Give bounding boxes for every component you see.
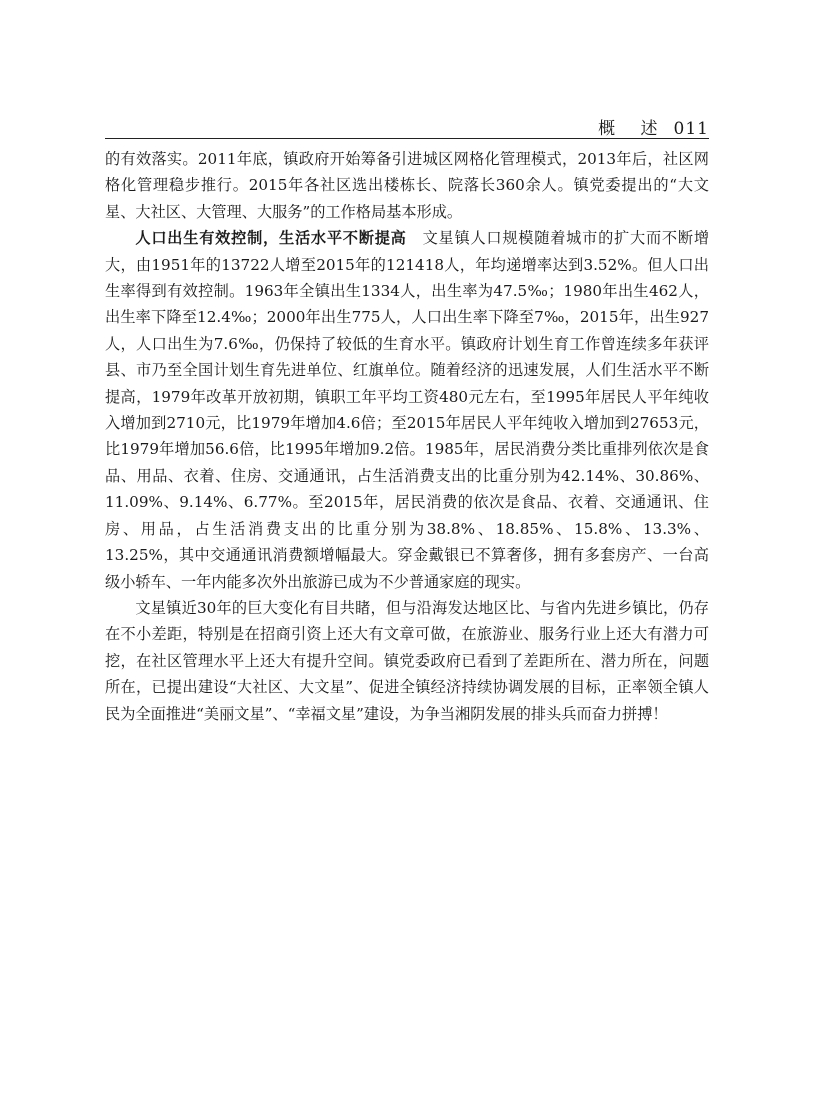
paragraph-2-text: 文星镇人口规模随着城市的扩大而不断增大，由1951年的13722人增至2015年的121418人，年均递增率达到3.52%。但人口出生率得到有效控制。1963年全镇出生1334人，出生率为47.5‰；1980年出生462人，出生率下降至12.4‰；2000年出生775人，人口出生率下降至7‰，2015年，出生927人，人口出生为7.6‰，仍保持了较低的生育水平。镇政府计划生育工作曾连续多年获评县、市乃至全国计划生育先进单位、红旗单位。随着经济的迅速发展，人们生活水平不断提高，1979年改革开放初期，镇职工年平均工资480元左右，至1995年居民人平年纯收入增加到2710元，比1979年增加4.6倍；至2015年居民人平年纯收入增加到27653元，比1979年增加56.6倍，比1995年增加9.2倍。1985年，居民消费分类比重排列依次是食品、用品、衣着、住房、交通通讯，占生活消费支出的比重分别为42.14%、30.86%、11.09%、9.14%、6.77%。至2015年，居民消费的依次是食品、衣着、交通通讯、住房、用品，占生活消费支出的比重分别为38.8%、18.85%、15.8%、13.3%、13.25%，其中交通通讯消费额增幅最大。穿金戴银已不算奢侈，拥有多套房产、一台高级小轿车、一年内能多次外出旅游已成为不少普通家庭的现实。 [105,229,710,591]
paragraph-population [105,225,709,595]
paragraph-1-text: 的有效落实。2011年底，镇政府开始筹备引进城区网格化管理模式，2013年后，社区网格化管理稳步推行。2015年各社区选出楼栋长、院落长360余人。镇党委提出的“大文星、大社区、大管理、大服务”的工作格局基本形成。 [105,150,709,221]
paragraph-conclusion [105,595,709,727]
paragraph-2-heading: 人口出生有效控制，生活水平不断提高 [135,229,407,248]
page-number: 011 [673,119,709,139]
header-rule [105,138,709,139]
paragraph-continued [105,146,709,225]
running-header [598,114,709,139]
paragraph-3-text: 文星镇近30年的巨大变化有目共睹，但与沿海发达地区比、与省内先进乡镇比，仍存在不小差距，特别是在招商引资上还大有文章可做，在旅游业、服务行业上还大有潜力可挖，在社区管理水平上还大有提升空间。镇党委政府已看到了差距所在、潜力所在，问题所在，已提出建设“大社区、大文星”、促进全镇经济持续协调发展的目标，正率领全镇人民为全面推进“美丽文星”、“幸福文星”建设，为争当湘阴发展的排头兵而奋力拼搏！ [105,598,709,723]
body-text [105,146,709,727]
chapter-title: 概 述 [598,119,668,139]
